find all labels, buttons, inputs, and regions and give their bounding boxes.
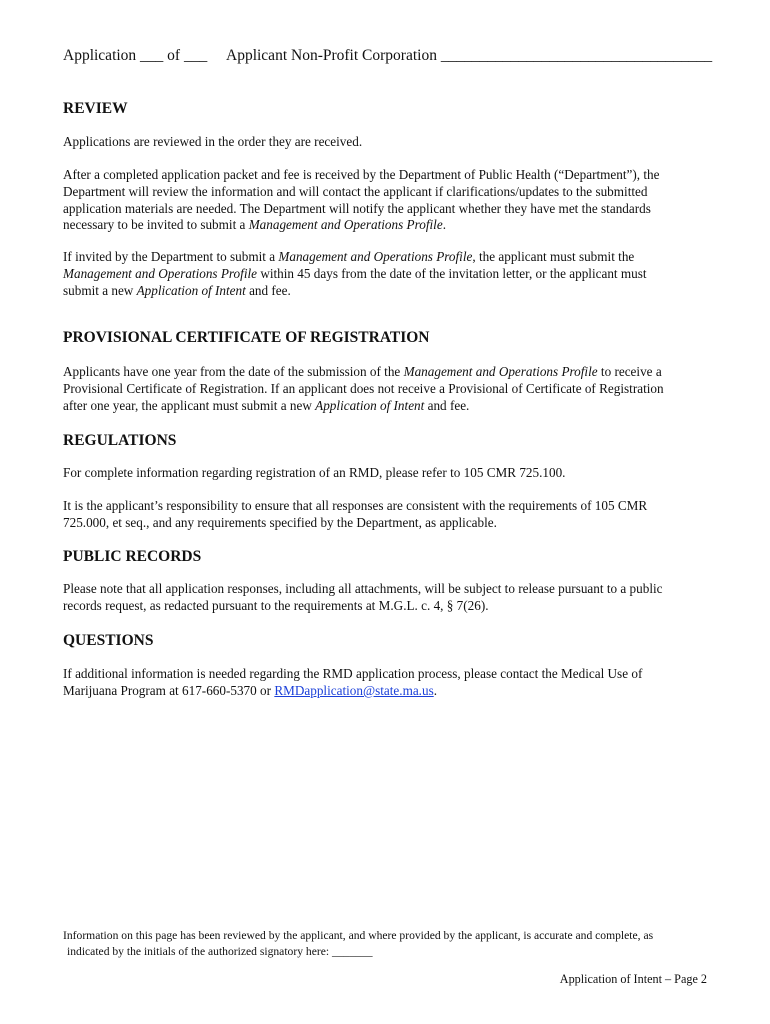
provisional-paragraph: Applicants have one year from the date of the submission of the Management and Operations Profile to receive a Provisional Certificate of Registration. If an applicant does not receive a Provisional of Certificate of Registration after one year, the applicant must submit a new Application of Intent and fee. bbox=[63, 364, 664, 413]
review-paragraph-3: If invited by the Department to submit a Management and Operations Profile, the applicant must submit the Management and Operations Profile within 45 days from the date of the invitation letter, or the applicant must submit a new Application of Intent and fee. bbox=[63, 249, 647, 298]
review-heading: REVIEW bbox=[63, 100, 128, 117]
public-records-heading: PUBLIC RECORDS bbox=[63, 548, 202, 565]
corporation-name-field: Applicant Non-Profit Corporation ___________________________________ bbox=[226, 47, 713, 64]
provisional-heading: PROVISIONAL CERTIFICATE OF REGISTRATION bbox=[63, 329, 430, 346]
regulations-heading: REGULATIONS bbox=[63, 432, 177, 449]
review-paragraph-2: After a completed application packet and fee is received by the Department of Public Health (“Department”), the Department will review the information and will contact the applicant if clarifications/updates to the submitted application materials are needed. The Department will notify the applicant whether they have met the standards necessary to be invited to submit a Management and Operations Profile. bbox=[63, 167, 660, 233]
questions-paragraph: If additional information is needed regarding the RMD application process, please contact the Medical Use of Marijuana Program at 617-660-5370 or RMDapplication@state.ma.us. bbox=[63, 666, 643, 698]
contact-email-link[interactable]: RMDapplication@state.ma.us bbox=[274, 682, 434, 698]
regulations-paragraph-1: For complete information regarding registration of an RMD, please refer to 105 CMR 725.100. bbox=[63, 465, 566, 480]
page-number-label: Application of Intent – Page 2 bbox=[559, 972, 707, 986]
regulations-paragraph-2: It is the applicant’s responsibility to ensure that all responses are consistent with the requirements of 105 CMR 725.000, et seq., and any requirements specified by the Department, as applicable. bbox=[63, 498, 648, 530]
public-records-paragraph: Please note that all application responses, including all attachments, will be subject to release pursuant to a public records request, as redacted pursuant to the requirements at M.G.L. c. 4, § 7(26). bbox=[63, 581, 663, 613]
application-number-field: Application ___ of ___ bbox=[63, 47, 208, 64]
review-paragraph-1: Applications are reviewed in the order they are received. bbox=[63, 134, 363, 149]
questions-heading: QUESTIONS bbox=[63, 632, 154, 649]
attestation-text: Information on this page has been reviewed by the applicant, and where provided by the applicant, is accurate and complete, as indicated by the initials of the authorized signatory here: _______ bbox=[63, 929, 654, 958]
